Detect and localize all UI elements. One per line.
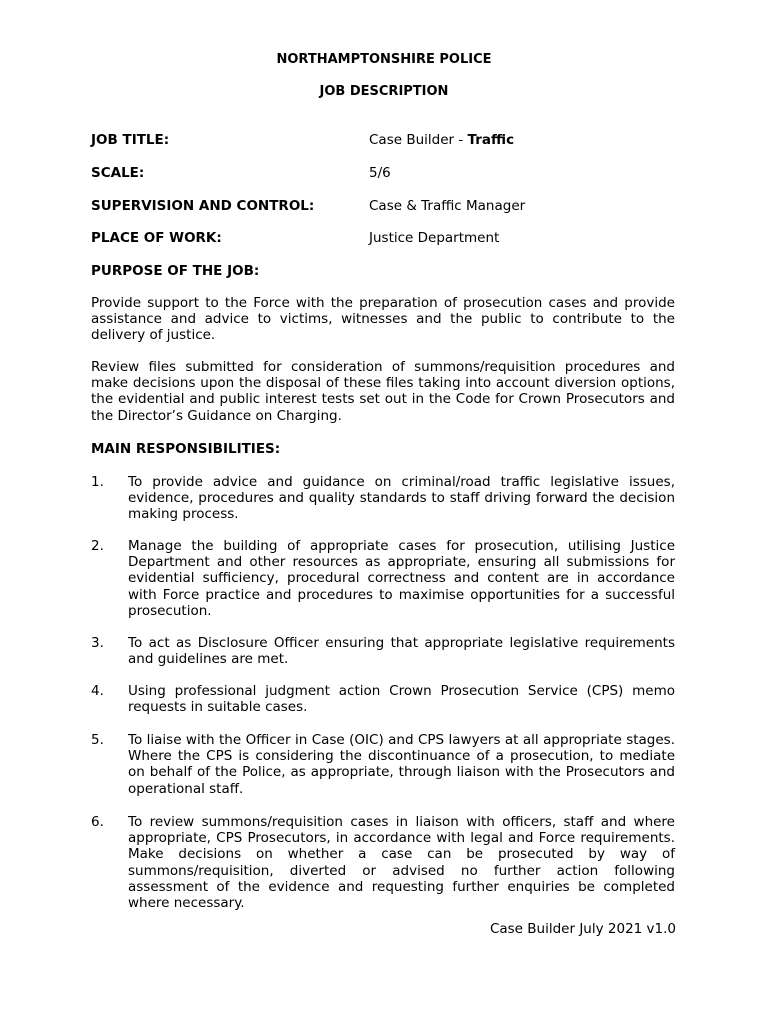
purpose-paragraph: Review files submitted for consideration of summons/requisition procedures and make decisions upon the disposal of these files taking into account diversion options, the evidential and public interest tests set out in the Code for Crown Prosecutors and the Director’s Guidance on Charging. (91, 359, 675, 424)
document-type-title: JOB DESCRIPTION (319, 84, 449, 99)
page-footer: Case Builder July 2021 v1.0 (489, 921, 676, 937)
list-item-text: Using professional judgment action Crown Prosecution Service (CPS) memo requests in suitable cases. (128, 683, 675, 716)
field-scale (91, 164, 691, 182)
purpose-heading: PURPOSE OF THE JOB: (91, 263, 260, 279)
responsibilities-heading: MAIN RESPONSIBILITIES: (91, 441, 281, 457)
organisation-title: NORTHAMPTONSHIRE POLICE (276, 52, 492, 67)
field-label: PLACE OF WORK: (91, 230, 222, 246)
list-item-number: 1. (91, 474, 104, 490)
list-item-number: 3. (91, 635, 104, 651)
field-job-title (91, 131, 691, 149)
list-item-text: Manage the building of appropriate cases for prosecution, utilising Justice Department and other resources as appropriate, ensuring all submissions for evidential sufficiency, procedural correctness and content are in accordance with Force practice and procedures to maximise opportunities for a successful prosecution. (128, 538, 675, 619)
field-label: SUPERVISION AND CONTROL: (91, 198, 315, 214)
list-item-text: To review summons/requisition cases in liaison with officers, staff and where appropriate, CPS Prosecutors, in accordance with legal and Force requirements. Make decisions on whether a case can be prosecuted by way of summons/requisition, diverted or advised no further action following assessment of the evidence and requesting further enquiries be completed where necessary. (128, 814, 675, 912)
list-item-number: 6. (91, 814, 104, 830)
job-title-value-bold: Traffic (467, 132, 515, 148)
field-label: SCALE: (91, 165, 145, 181)
field-label: JOB TITLE: (91, 132, 170, 148)
list-item-number: 2. (91, 538, 104, 554)
field-value: 5/6 (369, 165, 391, 181)
purpose-paragraph: Provide support to the Force with the preparation of prosecution cases and provide assistance and advice to victims, witnesses and the public to contribute to the delivery of justice. (91, 295, 675, 344)
field-value (369, 131, 514, 149)
field-supervision (91, 197, 691, 215)
job-title-value: Case Builder - (369, 132, 468, 148)
field-value: Justice Department (369, 230, 500, 246)
field-value: Case & Traffic Manager (369, 198, 526, 214)
field-place-of-work (91, 229, 691, 247)
list-item-number: 5. (91, 732, 104, 748)
list-item-number: 4. (91, 683, 104, 699)
list-item-text: To liaise with the Officer in Case (OIC) and CPS lawyers at all appropriate stages. Where the CPS is considering the discontinuance of a prosecution, to mediate on behalf of the Police, as appropriate, through liaison with the Prosecutors and operational staff. (128, 732, 675, 797)
list-item-text: To act as Disclosure Officer ensuring that appropriate legislative requirements and guidelines are met. (128, 635, 675, 668)
list-item-text: To provide advice and guidance on criminal/road traffic legislative issues, evidence, procedures and quality standards to staff driving forward the decision making process. (128, 474, 675, 523)
